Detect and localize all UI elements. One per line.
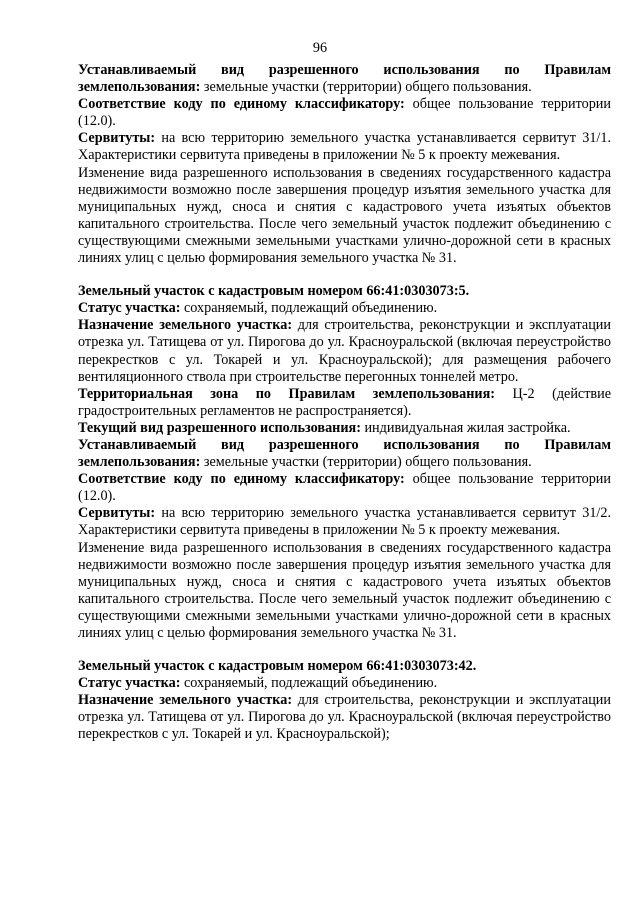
document-body (78, 62, 611, 744)
section-heading (78, 658, 611, 675)
paragraph (78, 317, 611, 385)
paragraph-label: Устанавливаемый вид разрешенного использования по Правилам землепользования: (78, 436, 611, 471)
paragraph-text: общее пользование территории (12.0). (78, 96, 611, 130)
paragraph-label: Статус участка: (78, 675, 181, 692)
paragraph (78, 437, 611, 471)
paragraph-label: Назначение земельного участка: (78, 317, 293, 334)
paragraph-label: Земельный участок с кадастровым номером 66:41:0303073:5. (78, 283, 470, 300)
paragraph (78, 96, 611, 130)
paragraph (78, 540, 611, 643)
paragraph (78, 300, 611, 317)
paragraph-text: для строительства, реконструкции и эксплуатации отрезка ул. Татищева от ул. Пирогова до ул. Красноуральской (включая переустройство перекрестков с ул. Токарей и ул. Красноуральской); для размещения рабочего вентиляционного ствола при строительстве перегонных тоннелей метро. (78, 317, 611, 385)
paragraph (78, 130, 611, 164)
paragraph (78, 165, 611, 268)
paragraph-text: для строительства, реконструкции и эксплуатации отрезка ул. Татищева от ул. Пирогова до ул. Красноуральской (включая переустройство перекрестков с ул. Токарей и ул. Красноуральской); (78, 692, 611, 743)
paragraph-text: Изменение вида разрешенного использования в сведениях государственного кадастра недвижимости возможно после завершения процедур изъятия земельного участка для муниципальных нужд, сноса и снятия с кадастрового учета изъятых объектов капитального строительства. После чего земельный участок подлежит объединению с существующими смежными земельными участками улично-дорожной сети в красных линиях улиц с целью формирования земельного участка № 31. (78, 539, 611, 641)
section-heading (78, 283, 611, 300)
paragraph (78, 62, 611, 96)
paragraph-label: Соответствие коду по единому классификатору: (78, 471, 405, 488)
paragraph (78, 675, 611, 692)
paragraph (78, 505, 611, 539)
paragraph-label: Соответствие коду по единому классификатору: (78, 96, 405, 113)
paragraph-text: Изменение вида разрешенного использования в сведениях государственного кадастра недвижимости возможно после завершения процедур изъятия земельного участка для муниципальных нужд, сноса и снятия с кадастрового учета изъятых объектов капитального строительства. После чего земельный участок подлежит объединению с существующими смежными земельными участками улично-дорожной сети в красных линиях улиц с целью формирования земельного участка № 31. (78, 164, 611, 267)
paragraph-text: сохраняемый, подлежащий объединению. (180, 300, 438, 317)
paragraph-label: Устанавливаемый вид разрешенного использования по Правилам землепользования: (78, 62, 611, 96)
paragraph-label: Территориальная зона по Правилам землепользования: (78, 385, 495, 402)
paragraph-text: индивидуальная жилая застройка. (360, 419, 571, 436)
paragraph-text: общее пользование территории (12.0). (78, 471, 611, 505)
paragraph (78, 386, 611, 420)
paragraph-label: Сервитуты: (78, 130, 156, 147)
paragraph-text: на всю территорию земельного участка устанавливается сервитут 31/1. Характеристики сервитута приведены в приложении № 5 к проекту межевания. (78, 130, 611, 164)
paragraph (78, 471, 611, 505)
paragraph-text: земельные участки (территории) общего пользования. (200, 454, 532, 471)
paragraph-text: сохраняемый, подлежащий объединению. (180, 675, 438, 692)
paragraph-label: Сервитуты: (78, 505, 156, 522)
page-number: 96 (312, 40, 328, 56)
paragraph (78, 420, 611, 437)
paragraph-label: Текущий вид разрешенного использования: (78, 419, 361, 436)
paragraph-text: земельные участки (территории) общего пользования. (200, 79, 532, 96)
paragraph (78, 692, 611, 743)
paragraph-label: Назначение земельного участка: (78, 692, 293, 709)
paragraph-label: Статус участка: (78, 300, 181, 317)
paragraph-label: Земельный участок с кадастровым номером 66:41:0303073:42. (78, 658, 477, 675)
paragraph-text: Ц-2 (действие градостроительных регламентов не распространяется). (78, 385, 612, 419)
paragraph-text: на всю территорию земельного участка устанавливается сервитут 31/2. Характеристики сервитута приведены в приложении № 5 к проекту межевания. (78, 505, 611, 539)
